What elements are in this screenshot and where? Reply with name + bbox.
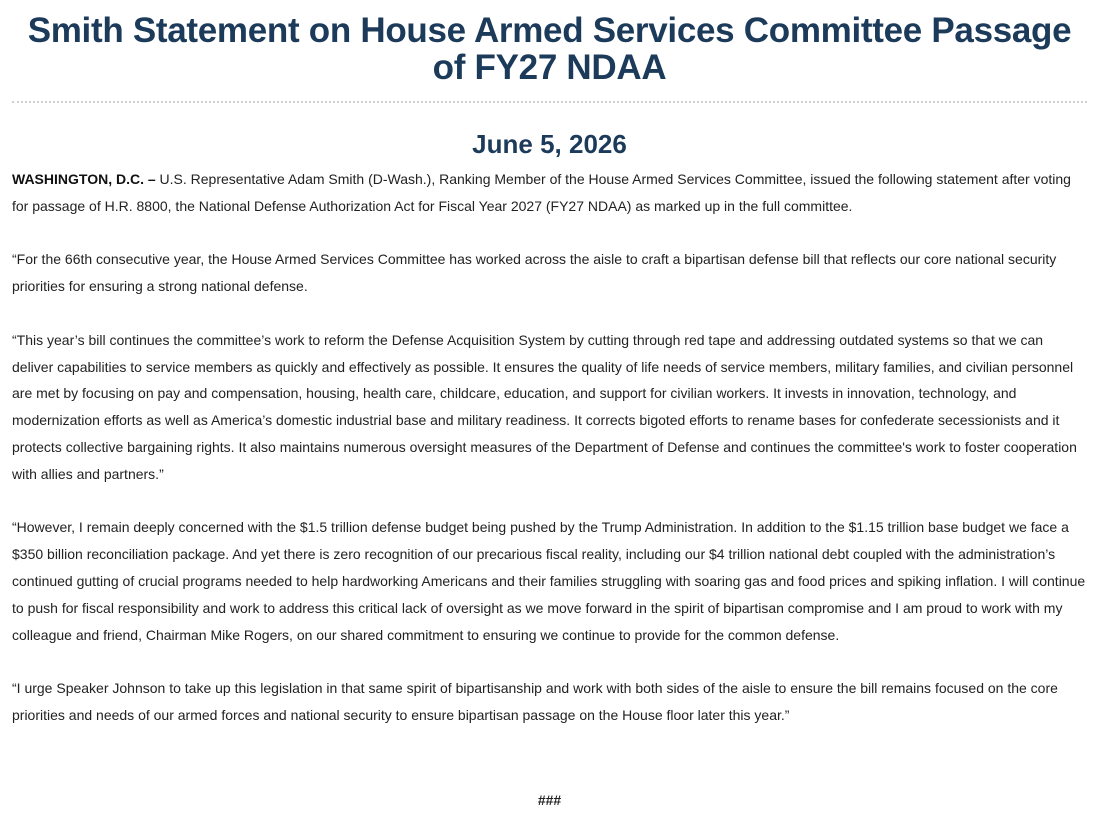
paragraph-intro	[12, 166, 1087, 220]
paragraph-intro-text: U.S. Representative Adam Smith (D-Wash.), Ranking Member of the House Armed Services Committee, issued the following statement after voting for passage of H.R. 8800, the National Defense Authorization Act for Fiscal Year 2027 (FY27 NDAA) as marked up in the full committee.	[12, 171, 1071, 214]
page-title: Smith Statement on House Armed Services Committee Passage of FY27 NDAA	[27, 11, 1072, 87]
end-mark: ###	[537, 792, 562, 808]
release-date: June 5, 2026	[472, 129, 627, 159]
paragraph: “However, I remain deeply concerned with the $1.5 trillion defense budget being pushed by the Trump Administration. In addition to the $1.15 trillion base budget we face a $350 billion reconciliation package. And yet there is zero recognition of our precarious fiscal reality, including our $4 trillion national debt coupled with the administration’s continued gutting of crucial programs needed to help hardworking Americans and their families struggling with soaring gas and food prices and spiking inflation. I will continue to push for fiscal responsibility and work to address this critical lack of oversight as we move forward in the spirit of bipartisan compromise and I am proud to work with my colleague and friend, Chairman Mike Rogers, on our shared commitment to ensuring we continue to provide for the common defense.	[12, 519, 1086, 643]
article-body	[12, 166, 1087, 729]
press-release	[12, 0, 1087, 808]
dateline: WASHINGTON, D.C. –	[12, 171, 156, 187]
paragraph: “This year’s bill continues the committee’s work to reform the Defense Acquisition System by cutting through red tape and addressing outdated systems so that we can deliver capabilities to service members as quickly and effectively as possible. It ensures the quality of life needs of service members, military families, and civilian personnel are met by focusing on pay and compensation, housing, health care, childcare, education, and support for civilian workers. It invests in innovation, technology, and modernization efforts as well as America’s domestic industrial base and military readiness. It corrects bigoted efforts to rename bases for confederate secessionists and it protects collective bargaining rights. It also maintains numerous oversight measures of the Department of Defense and continues the committee's work to foster cooperation with allies and partners.”	[12, 331, 1077, 482]
paragraph: “I urge Speaker Johnson to take up this legislation in that same spirit of bipartisanship and work with both sides of the aisle to ensure the bill remains focused on the core priorities and needs of our armed forces and national security to ensure bipartisan passage on the House floor later this year.”	[12, 680, 1058, 723]
title-divider	[12, 101, 1087, 103]
paragraph: “For the 66th consecutive year, the House Armed Services Committee has worked across the aisle to craft a bipartisan defense bill that reflects our core national security priorities for ensuring a strong national defense.	[12, 251, 1057, 295]
